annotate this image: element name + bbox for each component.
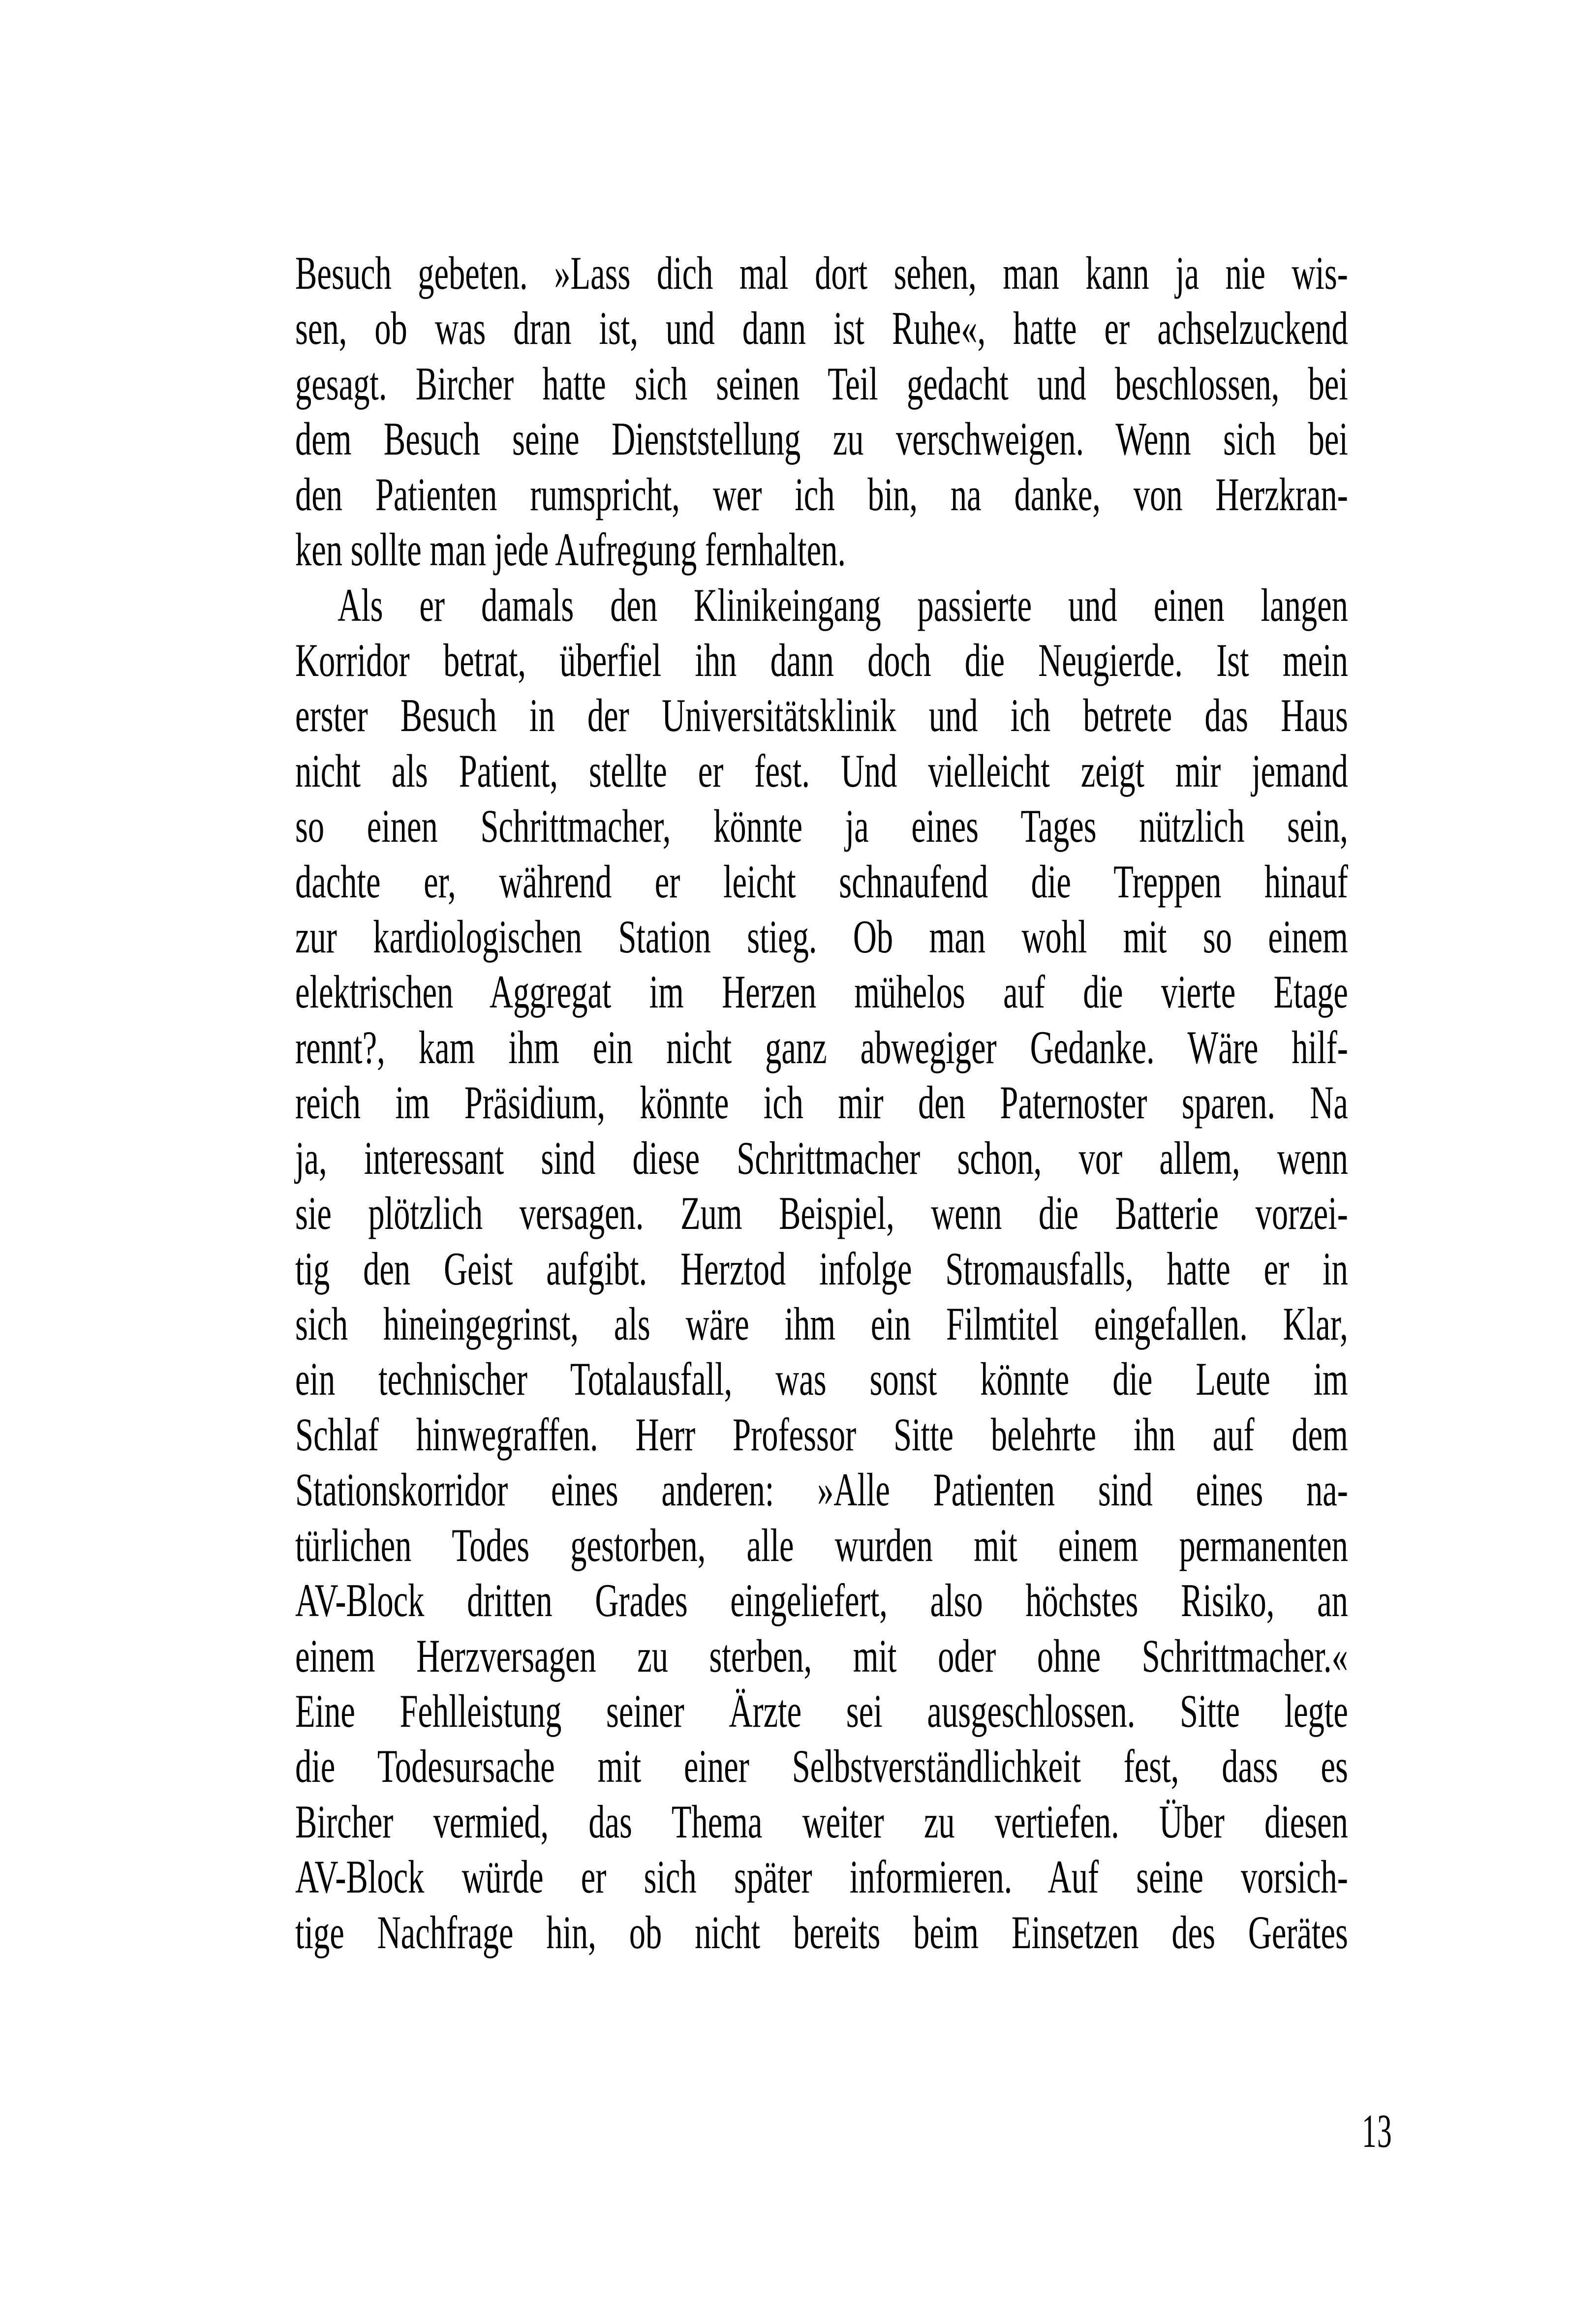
text-line: die Todesursache mit einer Selbstverständlichkeit fest, dass es [295,1740,1348,1793]
text-line: sie plötzlich versagen. Zum Beispiel, wenn die Batterie vorzei- [295,1187,1348,1240]
paragraph-continuation [295,245,1348,578]
text-line: Als er damals den Klinikeingang passierte und einen langen [338,579,1348,631]
text-line: Eine Fehlleistung seiner Ärzte sei ausgeschlossen. Sitte legte [295,1684,1348,1737]
text-line: ein technischer Totalausfall, was sonst könnte die Leute im [295,1353,1348,1406]
text-line: sich hineingegrinst, als wäre ihm ein Filmtitel eingefallen. Klar, [295,1298,1348,1350]
text-line: reich im Präsidium, könnte ich mir den Paternoster sparen. Na [295,1076,1348,1129]
text-line: dachte er, während er leicht schnaufend die Treppen hinauf [295,855,1348,908]
text-line: erster Besuch in der Universitätsklinik und ich betrete das Haus [295,689,1348,742]
text-line: dem Besuch seine Dienststellung zu verschweigen. Wenn sich bei [295,413,1348,465]
text-block [295,245,1348,1960]
text-line: elektrischen Aggregat im Herzen mühelos auf die vierte Etage [295,966,1348,1018]
text-line: nicht als Patient, stellte er fest. Und vielleicht zeigt mir jemand [295,744,1348,797]
paragraph-main [295,578,1348,1960]
text-line: Bircher vermied, das Thema weiter zu vertiefen. Über diesen [295,1795,1348,1848]
text-line: rennt?, kam ihm ein nicht ganz abwegiger Gedanke. Wäre hilf- [295,1021,1348,1073]
text-line: tig den Geist aufgibt. Herztod infolge Stromausfalls, hatte er in [295,1242,1348,1295]
text-line: Korridor betrat, überfiel ihn dann doch die Neugierde. Ist mein [295,634,1348,686]
page-number: 13 [1362,2105,1392,2157]
text-line: sen, ob was dran ist, und dann ist Ruhe«, hatte er achselzuckend [295,302,1348,355]
text-line: tige Nachfrage hin, ob nicht bereits beim Einsetzen des Gerätes [295,1906,1348,1958]
text-line: zur kardiologischen Station stieg. Ob man wohl mit so einem [295,911,1348,963]
text-line: den Patienten rumspricht, wer ich bin, na danke, von Herzkran- [295,468,1348,520]
text-line: Schlaf hinwegraffen. Herr Professor Sitte belehrte ihn auf dem [295,1408,1348,1461]
text-line: türlichen Todes gestorben, alle wurden mit einem permanenten [295,1519,1348,1571]
text-line: Besuch gebeten. »Lass dich mal dort sehen, man kann ja nie wis- [295,247,1348,299]
text-line: so einen Schrittmacher, könnte ja eines Tages nützlich sein, [295,800,1348,853]
text-line: gesagt. Bircher hatte sich seinen Teil gedacht und beschlossen, bei [295,357,1348,410]
text-line: Stationskorridor eines anderen: »Alle Patienten sind eines na- [295,1464,1348,1516]
text-line: AV-Block würde er sich später informieren. Auf seine vorsich- [295,1851,1348,1903]
text-line: ken sollte man jede Aufregung fernhalten. [295,523,846,576]
text-line: einem Herzversagen zu sterben, mit oder ohne Schrittmacher.« [295,1629,1348,1682]
text-line: ja, interessant sind diese Schrittmacher schon, vor allem, wenn [295,1131,1348,1184]
text-line: AV-Block dritten Grades eingeliefert, also höchstes Risiko, an [295,1574,1348,1627]
